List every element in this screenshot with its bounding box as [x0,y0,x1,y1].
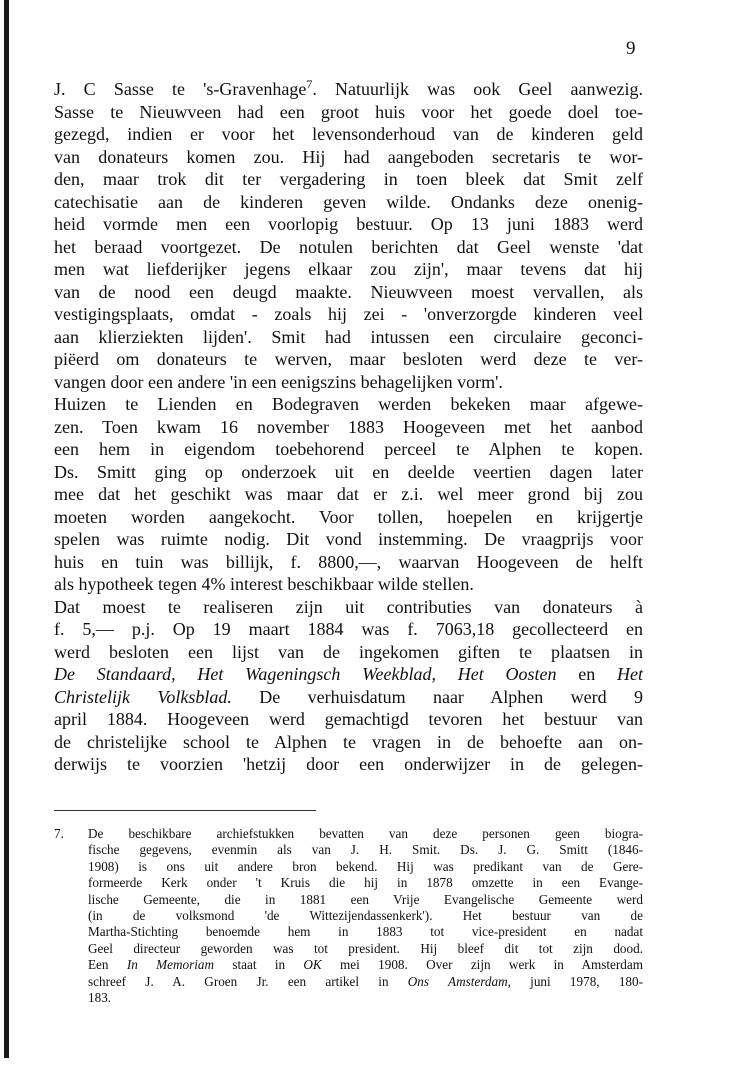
page-number: 9 [626,38,636,59]
text-run: moeten worden aangekocht. Voor tollen, hoepelen en krijgertje [54,506,643,527]
body-line [54,708,643,731]
text-run: vestigingsplaats, omdat - zoals hij zei - 'onverzorgde kinderen veel [54,304,643,324]
body-line [54,236,643,259]
text-run: huis en tuin was billijk, f. 8800,—, waarvan Hoogeveen de helft [54,551,643,572]
body-line [54,573,643,596]
footnote-line [88,908,643,924]
text-run: mei 1908. Over zijn werk in Amsterdam [321,957,643,973]
body-line [54,101,643,124]
text-run: van donateurs komen zou. Hij had aangeboden secretaris te wor- [54,146,643,167]
text-run: gezegd, indien er voor het levensonderhoud van de kinderen geld [54,124,643,144]
scan-edge-border [4,0,9,1058]
body-line [54,393,643,416]
text-run: fische gegevens, evenmin als van J. H. Smit. Ds. J. G. Smitt (1846- [88,842,643,858]
text-run: 1908) is ons uit andere bron bekend. Hij was predikant van de Gere- [88,858,643,874]
body-line [54,348,643,371]
body-line [54,483,643,506]
body-line [54,551,643,574]
italic-title: In Memoriam [126,957,215,973]
text-run: april 1884. Hoogeveen werd gemachtigd tevoren het bestuur van [54,709,643,729]
text-run: spelen was ruimte nodig. Dit vond instemming. De vraagprijs voor [54,529,643,549]
body-line [54,258,643,281]
text-run: als hypotheek tegen 4% interest beschikbaar wilde stellen. [54,574,474,594]
footnote-number: 7. [54,826,64,841]
body-line [54,618,643,641]
footnote-line [88,957,643,973]
italic-title: OK [303,957,322,973]
text-run: J. C Sasse te 's-Gravenhage [54,79,307,99]
footnote-line [88,990,643,1006]
body-line [54,123,643,146]
italic-title: Het [617,664,643,684]
text-run: piëerd om donateurs te werven, maar besloten werd deze te ver- [54,349,643,369]
text-run: 183. [88,989,112,1005]
italic-title: De Standaard, Het Wageningsch Weekblad, Het Oosten [54,664,557,684]
body-line [54,641,643,664]
text-run: (in de volksmond 'de Wittezijendassenkerk'). Het bestuur van de [88,907,643,923]
body-line [54,168,643,191]
text-run: den, maar trok dit ter vergadering in toen bleek dat Smit zelf [54,169,643,189]
footnote-reference: 7 [306,77,313,91]
footnote-rule [54,810,316,811]
body-line [54,326,643,349]
body-line [54,461,643,484]
text-run: formeerde Kerk onder 't Kruis die hij in 1878 omzette in een Evange- [88,875,643,891]
text-run: juni 1978, 180- [510,973,643,989]
text-run: het beraad voortgezet. De notulen berichten dat Geel wenste 'dat [54,236,643,257]
footnote-line [88,974,643,990]
body-line [54,146,643,169]
body-line [54,371,643,394]
body-line [54,281,643,304]
body-line [54,416,643,439]
text-run: Ds. Smitt ging op onderzoek uit en deelde veertien dagen later [54,461,643,482]
body-line [54,303,643,326]
body-line [54,731,643,754]
text-run: staat in [214,957,304,973]
text-run: lische Gemeente, die in 1881 een Vrije Evangelische Gemeente werd [88,891,643,907]
text-run: catechisatie aan de kinderen geven wilde. Ondanks deze onenig- [54,191,643,212]
text-run: Huizen te Lienden en Bodegraven werden bekeken maar afgewe- [54,394,643,414]
footnote-line [88,941,643,957]
text-run: een hem in eigendom toebehorend perceel te Alphen te kopen. [54,439,643,459]
body-line [54,78,643,101]
text-run: mee dat het geschikt was maar dat er z.i. wel meer grond bij zou [54,484,643,504]
footnote-line [88,892,643,908]
footnote-line [88,924,643,940]
text-run: werd besloten een lijst van de ingekomen giften te plaatsen in [54,641,643,662]
text-run: zen. Toen kwam 16 november 1883 Hoogeveen met het aanbod [54,416,643,437]
text-run: de christelijke school te Alphen te vragen in de behoefte aan on- [54,731,643,752]
text-run: Martha-Stichting benoemde hem in 1883 tot vice-president en nadat [88,924,643,940]
text-run: en [556,664,617,684]
text-run: aan klierziekten lijden'. Smit had intussen een circulaire geconci- [54,326,643,347]
text-run: Een [88,957,127,973]
italic-title: Christelijk Volksblad. [54,686,232,707]
text-run: Sasse te Nieuwveen had een groot huis voor het goede doel toe- [54,101,643,122]
body-line [54,753,643,776]
text-run: De verhuisdatum naar Alphen werd 9 [231,686,644,707]
body-text [54,78,643,776]
body-line [54,596,643,619]
body-line [54,528,643,551]
text-run: men wat liefderijker jegens elkaar zou zijn', maar tevens dat hij [54,259,643,279]
body-line [54,506,643,529]
footnote-line [88,842,643,858]
text-run: Dat moest te realiseren zijn uit contributies van donateurs à [54,596,643,617]
text-run: derwijs te voorzien 'hetzij door een onderwijzer in de gelegen- [54,754,643,774]
text-run: . Natuurlijk was ook Geel aanwezig. [312,79,643,99]
footnote-line [88,859,643,875]
footnote-line [88,826,643,842]
body-line [54,213,643,236]
text-run: Geel directeur geworden was tot president. Hij bleef dit tot zijn dood. [88,940,643,956]
text-run: vangen door een andere 'in een eenigszins behagelijken vorm'. [54,371,503,392]
text-run: schreef J. A. Groen Jr. een artikel in [88,973,408,989]
footnote-body [88,826,643,1006]
body-line [54,438,643,461]
text-run: van de nood een deugd maakte. Nieuwveen moest vervallen, als [54,281,643,302]
italic-title: Ons Amsterdam, [407,973,511,989]
text-run: heid vormde men een voorlopig bestuur. Op 13 juni 1883 werd [54,214,643,234]
body-line [54,663,643,686]
footnote-line [88,875,643,891]
body-line [54,686,643,709]
text-run: f. 5,— p.j. Op 19 maart 1884 was f. 7063,18 gecollecteerd en [54,619,643,639]
body-line [54,191,643,214]
text-run: De beschikbare archiefstukken bevatten van deze personen geen biogra- [88,826,643,841]
